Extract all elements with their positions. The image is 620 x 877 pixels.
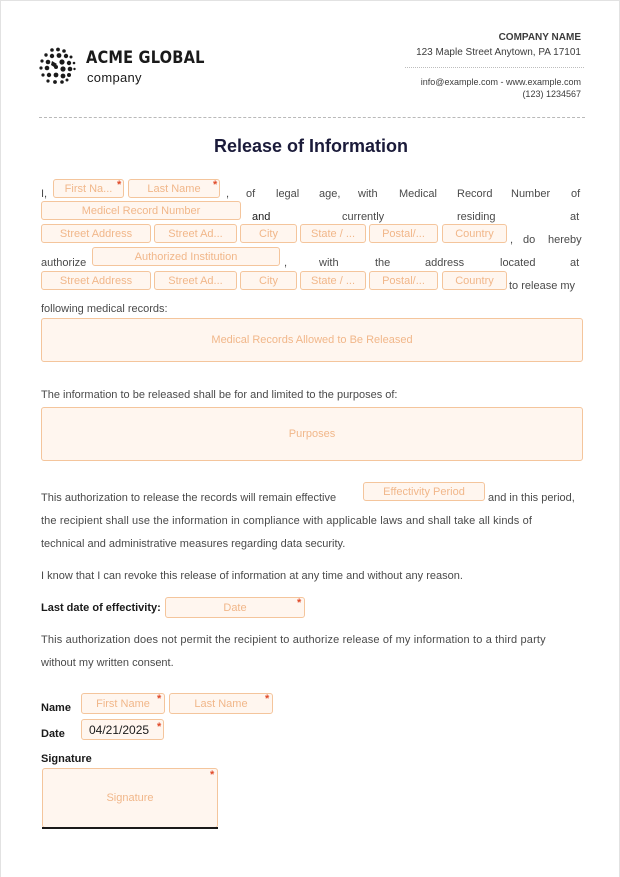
required-mark: * <box>157 721 162 733</box>
text-the: the <box>375 257 391 269</box>
required-mark: * <box>213 179 218 191</box>
street-address-field[interactable]: Street Address <box>41 224 151 243</box>
effectivity-text: and in this period, <box>488 492 575 504</box>
institution-street-address-field[interactable]: Street Address <box>41 271 151 290</box>
text-medical: Medical <box>399 188 437 200</box>
effectivity-text: the recipient shall use the information in compliance with applicable laws and shall take all kinds of <box>41 515 533 527</box>
last-name-field[interactable]: Last Name <box>128 179 220 198</box>
text-with: with <box>358 188 378 200</box>
signature-label: Signature <box>41 753 92 765</box>
institution-country-field[interactable]: Country <box>442 271 507 290</box>
effectivity-text: This authorization to release the records will remain effective <box>41 492 337 504</box>
text-with: with <box>319 257 339 269</box>
text-of: of <box>246 188 256 200</box>
country-field[interactable]: Country <box>442 224 507 243</box>
city-field[interactable]: City <box>240 224 297 243</box>
signature-pad[interactable]: Signature <box>42 768 218 828</box>
text-to-release: to release my <box>509 280 576 292</box>
name-label: Name <box>41 702 71 714</box>
text-legal: legal <box>276 188 300 200</box>
first-name-field[interactable]: First Na... <box>53 179 124 198</box>
company-name: COMPANY NAME <box>498 32 581 43</box>
text-record: Record <box>457 188 493 200</box>
signer-last-name-field[interactable]: Last Name <box>169 693 273 714</box>
header-separator <box>39 117 585 118</box>
page-title: Release of Information <box>213 136 409 156</box>
medical-record-number-field[interactable]: Medicel Record Number <box>41 201 241 220</box>
signer-first-name-field[interactable]: First Name <box>81 693 165 714</box>
third-party-text: without my written consent. <box>41 657 174 669</box>
text-following: following medical records: <box>41 303 168 315</box>
company-phone: (123) 1234567 <box>522 89 581 99</box>
medical-records-textarea[interactable]: Medical Records Allowed to Be Released <box>41 318 583 362</box>
text-comma: , <box>510 234 514 246</box>
required-mark: * <box>297 597 302 609</box>
purposes-intro-text: The information to be released shall be for and limited to the purposes of: <box>41 389 398 401</box>
text-i: I, <box>41 188 48 200</box>
effectivity-period-field[interactable]: Effectivity Period <box>363 482 485 501</box>
company-address: 123 Maple Street Anytown, PA 17101 <box>416 47 581 58</box>
revoke-text: I know that I can revoke this release of information at any time and without any reason. <box>41 570 463 582</box>
required-mark: * <box>117 179 122 191</box>
text-currently: currently <box>342 211 385 223</box>
required-mark: * <box>210 769 215 781</box>
institution-street-address-line2-field[interactable]: Street Ad... <box>154 271 237 290</box>
signature-underline <box>42 827 218 829</box>
text-located: located <box>500 257 536 269</box>
postal-code-field[interactable]: Postal/... <box>369 224 438 243</box>
text-do: do <box>523 234 536 246</box>
text-residing: residing <box>457 211 496 223</box>
institution-postal-code-field[interactable]: Postal/... <box>369 271 438 290</box>
header-divider <box>405 67 584 68</box>
globe-logo-icon <box>38 47 76 85</box>
required-mark: * <box>157 693 162 705</box>
street-address-line2-field[interactable]: Street Ad... <box>154 224 237 243</box>
text-comma: , <box>284 257 288 269</box>
text-hereby: hereby <box>548 234 582 246</box>
effectivity-text: technical and administrative measures regarding data security. <box>41 538 346 550</box>
text-number: Number <box>511 188 551 200</box>
required-mark: * <box>265 693 270 705</box>
company-contact: info@example.com - www.example.com <box>420 77 581 87</box>
text-authorize: authorize <box>41 257 87 269</box>
authorized-institution-field[interactable]: Authorized Institution <box>92 247 280 266</box>
state-field[interactable]: State / ... <box>300 224 366 243</box>
text-address: address <box>425 257 465 269</box>
brand-name: ACME GLOBAL <box>86 48 205 68</box>
text-and: and <box>252 211 271 223</box>
text-of: of <box>571 188 581 200</box>
institution-city-field[interactable]: City <box>240 271 297 290</box>
institution-state-field[interactable]: State / ... <box>300 271 366 290</box>
third-party-text: This authorization does not permit the recipient to authorize release of my information to a third party <box>41 634 546 646</box>
purposes-textarea[interactable]: Purposes <box>41 407 583 461</box>
text-at: at <box>570 257 580 269</box>
last-date-field[interactable]: Date <box>165 597 305 618</box>
brand-subtitle: company <box>87 70 142 85</box>
text-age: age, <box>319 188 341 200</box>
signature-date-field[interactable]: 04/21/2025 <box>81 719 164 740</box>
text-comma: , <box>226 188 230 200</box>
date-label: Date <box>41 728 65 740</box>
text-at: at <box>570 211 580 223</box>
last-date-label: Last date of effectivity: <box>41 602 161 614</box>
